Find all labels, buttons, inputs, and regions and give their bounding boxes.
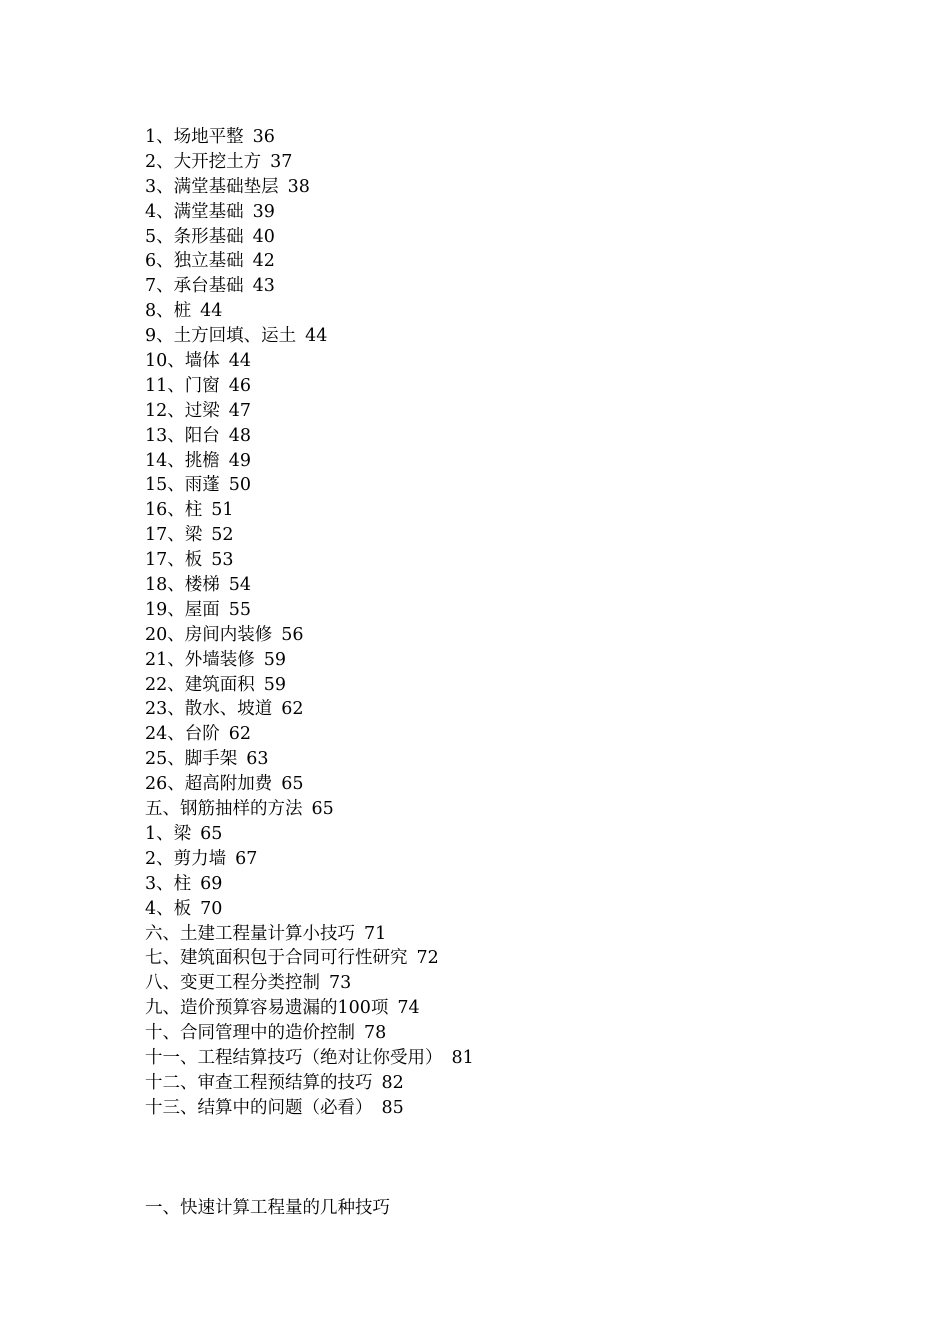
toc-entry-title: 十二、审查工程预结算的技巧	[145, 1072, 373, 1093]
toc-entry-page-number: 38	[287, 176, 310, 197]
toc-entry-title: 10、墙体	[145, 351, 220, 372]
toc-entry-title: 25、脚手架	[145, 749, 238, 770]
toc-entry-page-number: 74	[397, 998, 420, 1019]
toc-entry[interactable]	[145, 922, 474, 947]
toc-entry-title: 24、台阶	[145, 724, 220, 745]
toc-entry-title: 4、板	[145, 898, 192, 919]
toc-entry-page-number: 65	[281, 774, 304, 795]
toc-entry-title: 6、独立基础	[145, 251, 244, 272]
toc-entry[interactable]	[145, 274, 474, 299]
toc-entry-page-number: 65	[311, 799, 334, 820]
toc-entry-title: 2、大开挖土方	[145, 151, 262, 172]
toc-entry[interactable]	[145, 598, 474, 623]
toc-entry-title: 2、剪力墙	[145, 848, 227, 869]
toc-entry[interactable]	[145, 175, 474, 200]
toc-entry-page-number: 51	[211, 500, 234, 521]
toc-entry[interactable]	[145, 623, 474, 648]
toc-entry-title: 九、造价预算容易遗漏的100项	[145, 998, 389, 1019]
toc-entry-title: 13、阳台	[145, 425, 220, 446]
toc-entry[interactable]	[145, 697, 474, 722]
toc-entry[interactable]	[145, 946, 474, 971]
toc-entry-page-number: 69	[200, 873, 223, 894]
toc-entry-page-number: 54	[228, 575, 252, 596]
toc-entry-title: 23、散水、坡道	[145, 699, 273, 720]
toc-entry-page-number: 49	[228, 450, 252, 471]
toc-entry-page-number: 42	[252, 251, 275, 272]
toc-entry-page-number: 85	[381, 1097, 404, 1118]
toc-entry[interactable]	[145, 548, 474, 573]
toc-entry[interactable]	[145, 722, 474, 747]
toc-entry[interactable]	[145, 648, 474, 673]
toc-entry-page-number: 78	[364, 1023, 387, 1044]
toc-entry[interactable]	[145, 897, 474, 922]
toc-entry[interactable]	[145, 573, 474, 598]
toc-entry-title: 7、承台基础	[145, 276, 244, 297]
toc-entry-title: 3、满堂基础垫层	[145, 176, 279, 197]
table-of-contents	[145, 125, 474, 1121]
toc-entry-page-number: 36	[252, 127, 275, 147]
toc-entry-title: 12、过梁	[145, 400, 220, 421]
toc-entry[interactable]	[145, 249, 474, 274]
toc-entry-page-number: 52	[211, 525, 234, 546]
toc-entry-title: 5、条形基础	[145, 226, 244, 247]
toc-entry[interactable]	[145, 349, 474, 374]
toc-entry-title: 3、柱	[145, 873, 192, 894]
toc-entry[interactable]	[145, 200, 474, 225]
toc-entry-page-number: 81	[451, 1047, 474, 1068]
toc-entry-page-number: 53	[211, 550, 234, 571]
toc-entry-page-number: 44	[228, 351, 252, 372]
toc-entry[interactable]	[145, 822, 474, 847]
toc-entry-page-number: 47	[228, 400, 252, 421]
toc-entry-page-number: 72	[416, 948, 439, 969]
toc-entry-page-number: 59	[263, 649, 287, 670]
toc-entry-title: 15、雨蓬	[145, 475, 220, 496]
toc-entry[interactable]	[145, 996, 474, 1021]
toc-entry-page-number: 55	[228, 599, 252, 620]
toc-entry-page-number: 40	[252, 226, 275, 247]
toc-entry-title: 14、挑檐	[145, 450, 220, 471]
toc-entry-title: 六、土建工程量计算小技巧	[145, 923, 355, 944]
toc-entry-title: 20、房间内装修	[145, 624, 273, 645]
toc-entry[interactable]	[145, 1096, 474, 1121]
toc-entry-page-number: 71	[364, 923, 387, 944]
toc-entry-page-number: 39	[252, 201, 275, 222]
toc-entry[interactable]	[145, 971, 474, 996]
toc-entry-title: 1、梁	[145, 823, 192, 844]
toc-entry[interactable]	[145, 374, 474, 399]
toc-entry-title: 17、梁	[145, 525, 203, 546]
toc-entry[interactable]	[145, 523, 474, 548]
toc-entry-title: 十、合同管理中的造价控制	[145, 1023, 355, 1044]
toc-entry[interactable]	[145, 1071, 474, 1096]
toc-entry[interactable]	[145, 1046, 474, 1071]
toc-entry-title: 八、变更工程分类控制	[145, 973, 320, 994]
toc-entry-title: 8、桩	[145, 301, 192, 322]
toc-entry-page-number: 62	[228, 724, 252, 745]
toc-entry-page-number: 44	[200, 301, 223, 322]
toc-entry-page-number: 59	[263, 674, 287, 695]
toc-entry-title: 4、满堂基础	[145, 201, 244, 222]
toc-entry[interactable]	[145, 324, 474, 349]
toc-entry[interactable]	[145, 498, 474, 523]
toc-entry-page-number: 46	[228, 375, 252, 396]
toc-entry[interactable]	[145, 150, 474, 175]
toc-entry[interactable]	[145, 225, 474, 250]
toc-entry-page-number: 43	[252, 276, 275, 297]
toc-entry-page-number: 48	[228, 425, 252, 446]
toc-entry[interactable]	[145, 797, 474, 822]
toc-entry-page-number: 73	[329, 973, 352, 994]
toc-entry-title: 22、建筑面积	[145, 674, 255, 695]
toc-entry-title: 十三、结算中的问题（必看）	[145, 1097, 373, 1118]
toc-entry[interactable]	[145, 747, 474, 772]
toc-entry-title: 18、楼梯	[145, 575, 220, 596]
toc-entry-page-number: 63	[246, 749, 269, 770]
toc-entry-page-number: 70	[200, 898, 223, 919]
toc-entry[interactable]	[145, 847, 474, 872]
toc-entry-title: 16、柱	[145, 500, 203, 521]
toc-entry-title: 19、屋面	[145, 599, 220, 620]
toc-entry[interactable]	[145, 772, 474, 797]
toc-entry[interactable]	[145, 673, 474, 698]
toc-entry-title: 26、超高附加费	[145, 774, 273, 795]
section-heading: 一、快速计算工程量的几种技巧	[145, 1198, 390, 1218]
toc-entry-page-number: 67	[235, 848, 258, 869]
toc-entry[interactable]	[145, 424, 474, 449]
toc-entry[interactable]	[145, 449, 474, 474]
toc-entry-page-number: 62	[281, 699, 304, 720]
toc-entry[interactable]	[145, 872, 474, 897]
toc-entry-page-number: 37	[270, 151, 293, 172]
toc-entry-page-number: 50	[228, 475, 252, 496]
toc-entry[interactable]	[145, 399, 474, 424]
toc-entry-title: 9、土方回填、运土	[145, 326, 297, 347]
toc-entry-title: 五、钢筋抽样的方法	[145, 799, 303, 820]
toc-entry-page-number: 56	[281, 624, 304, 645]
toc-entry[interactable]	[145, 1021, 474, 1046]
toc-entry-page-number: 44	[305, 326, 328, 347]
toc-entry-title: 七、建筑面积包于合同可行性研究	[145, 948, 408, 969]
toc-entry-title: 21、外墙装修	[145, 649, 255, 670]
toc-entry-title: 11、门窗	[145, 375, 220, 396]
toc-entry[interactable]	[145, 473, 474, 498]
toc-entry[interactable]	[145, 125, 474, 150]
toc-entry-page-number: 82	[381, 1072, 404, 1093]
toc-entry[interactable]	[145, 299, 474, 324]
toc-entry-title: 17、板	[145, 550, 203, 571]
toc-entry-page-number: 65	[200, 823, 223, 844]
toc-entry-title: 十一、工程结算技巧（绝对让你受用）	[145, 1047, 443, 1068]
toc-entry-title: 1、场地平整	[145, 127, 244, 147]
